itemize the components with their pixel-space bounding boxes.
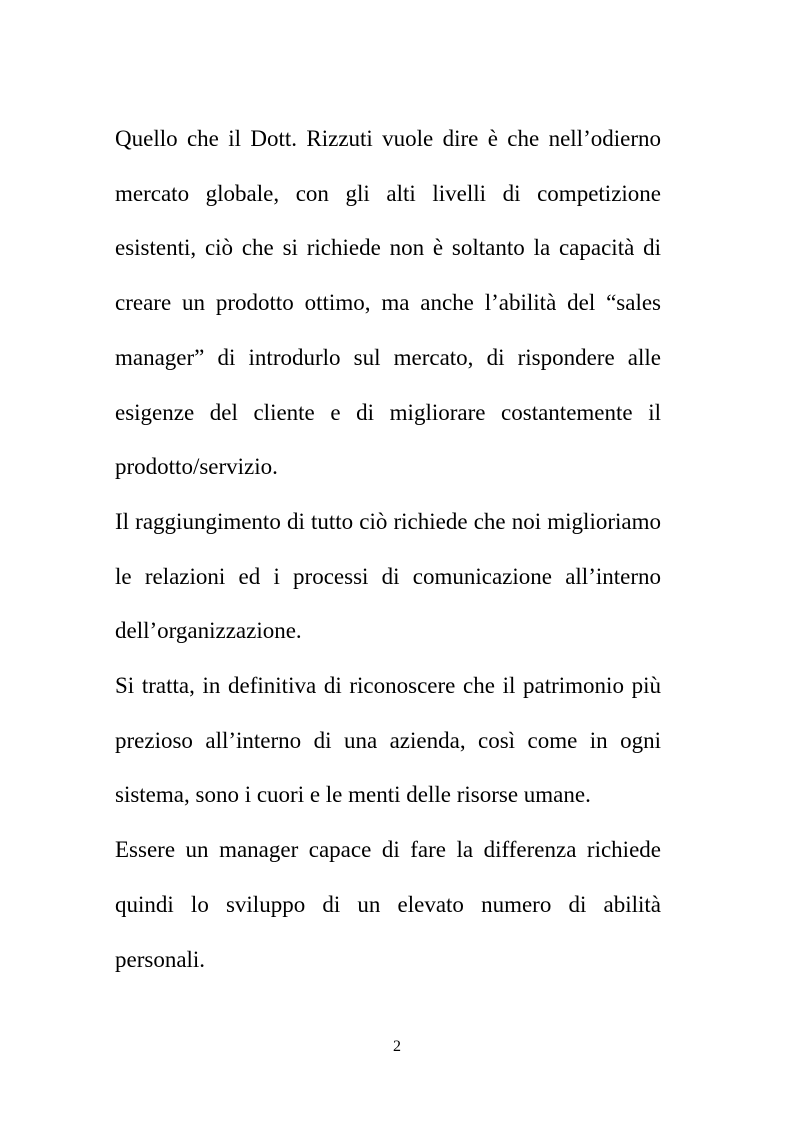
- body-text: [115, 112, 661, 987]
- page-number: 2: [393, 1038, 401, 1055]
- paragraph-3: Si tratta, in definitiva di riconoscere che il patrimonio più prezioso all’interno di una azienda, così come in ogni sistema, sono i cuori e le menti delle risorse umane.: [115, 673, 661, 808]
- paragraph-4: Essere un manager capace di fare la differenza richiede quindi lo sviluppo di un elevato numero di abilità personali.: [115, 837, 661, 972]
- paragraph-1: Quello che il Dott. Rizzuti vuole dire è che nell’odierno mercato globale, con gli alti livelli di competizione esistenti, ciò che si richiede non è soltanto la capacità di creare un prodotto ottimo, ma anche l’abilità del “sales manager” di introdurlo sul mercato, di rispondere alle esigenze del cliente e di migliorare costantemente il prodotto/servizio.: [115, 126, 661, 480]
- paragraph-2: Il raggiungimento di tutto ciò richiede che noi miglioriamo le relazioni ed i processi di comunicazione all’interno dell’organizzazione.: [115, 508, 661, 644]
